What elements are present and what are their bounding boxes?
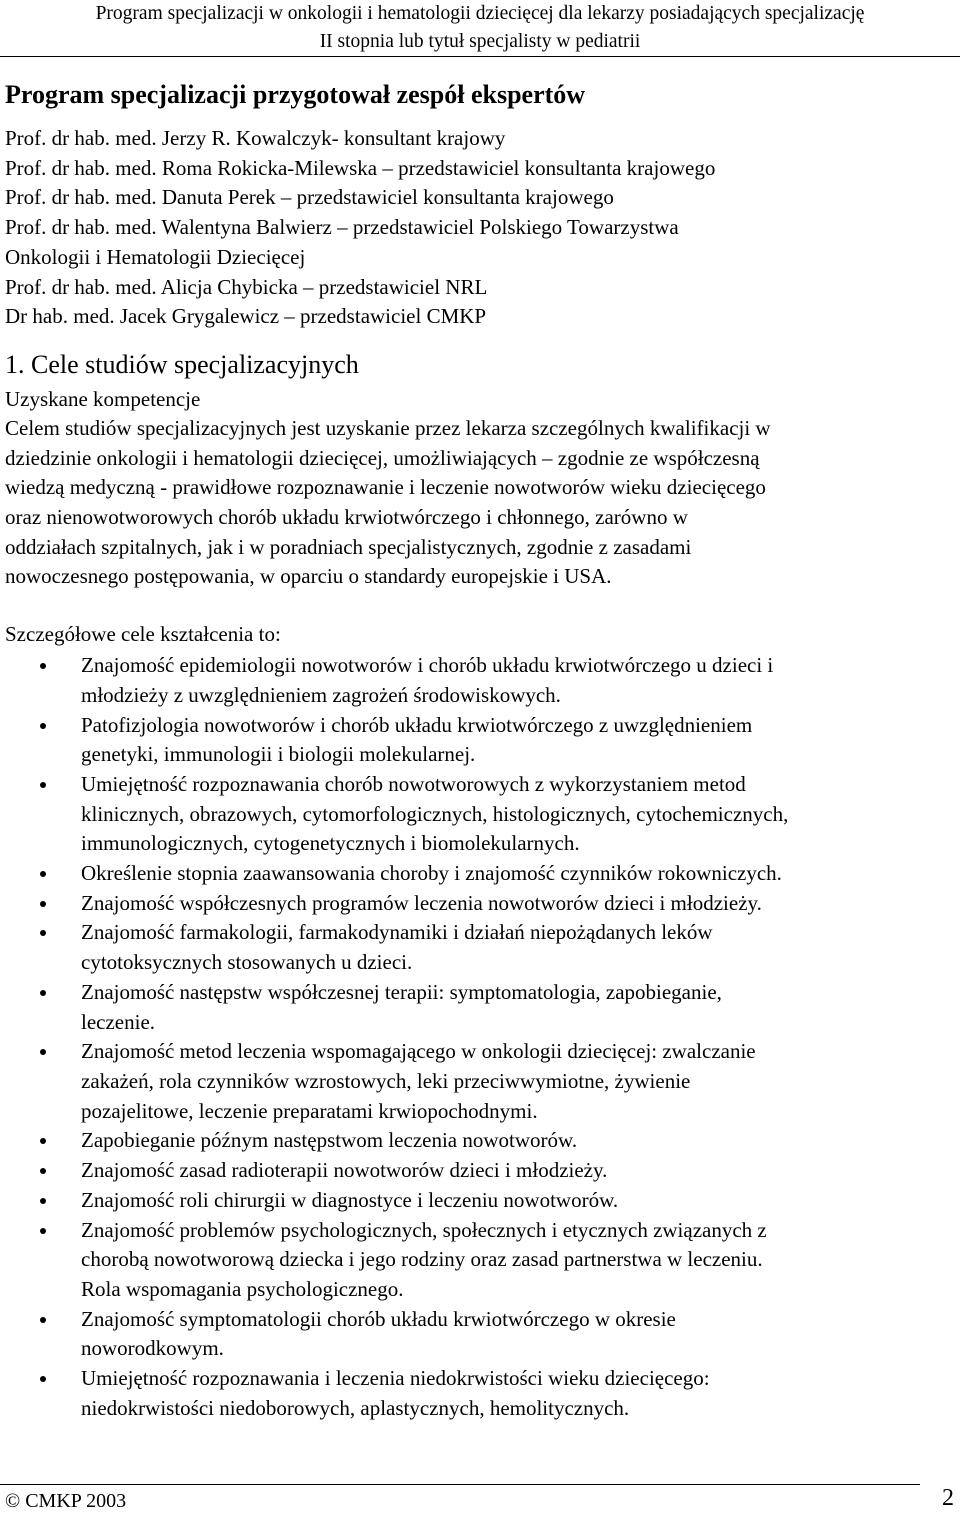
section-paragraph bbox=[5, 414, 955, 592]
section-subtitle: Uzyskane kompetencje bbox=[5, 386, 201, 411]
bullet-icon bbox=[40, 1138, 46, 1144]
goal-text-line: klinicznych, obrazowych, cytomorfologicznych, histologicznych, cytochemicznych, bbox=[81, 801, 789, 826]
bullet-icon bbox=[40, 1168, 46, 1174]
bullet-icon bbox=[40, 901, 46, 907]
page-header bbox=[0, 0, 960, 56]
goal-list-item bbox=[5, 651, 955, 710]
expert-line: Onkologii i Hematologii Dziecięcej bbox=[5, 244, 306, 269]
paragraph-line: dziedzinie onkologii i hematologii dziecięcej, umożliwiających – zgodnie ze współczesną bbox=[5, 445, 760, 470]
goal-text-line: zakażeń, rola czynników wzrostowych, leki przeciwwymiotne, żywienie bbox=[81, 1068, 691, 1093]
goal-list-item bbox=[5, 1364, 955, 1423]
goal-list-item bbox=[5, 1126, 955, 1156]
goal-text-line: genetyki, immunologii i biologii molekularnej. bbox=[81, 742, 476, 767]
goal-text-line: młodzieży z uwzględnieniem zagrożeń środowiskowych. bbox=[81, 682, 561, 707]
goal-text-line: Znajomość współczesnych programów leczenia nowotworów dzieci i młodzieży. bbox=[81, 890, 762, 915]
goals-list bbox=[5, 651, 955, 1423]
goal-text-line: chorobą nowotworową dziecka i jego rodziny oraz zasad partnerstwa w leczeniu. bbox=[81, 1247, 763, 1272]
goal-text-line: Znajomość epidemiologii nowotworów i chorób układu krwiotwórczego u dzieci i bbox=[81, 653, 774, 678]
footer-divider bbox=[0, 1484, 920, 1485]
header-line-1: Program specjalizacji w onkologii i hematologii dziecięcej dla lekarzy posiadających specjalizację bbox=[95, 3, 865, 24]
experts-list bbox=[5, 124, 955, 332]
bullet-icon bbox=[40, 930, 46, 936]
document-body bbox=[5, 78, 955, 1423]
goal-text-line: noworodkowym. bbox=[81, 1336, 224, 1361]
goal-list-item bbox=[5, 1037, 955, 1126]
paragraph-line: Celem studiów specjalizacyjnych jest uzyskanie przez lekarza szczególnych kwalifikacji w bbox=[5, 415, 771, 440]
bullet-icon bbox=[40, 1317, 46, 1323]
bullet-icon bbox=[40, 782, 46, 788]
expert-line: Prof. dr hab. med. Danuta Perek – przedstawiciel konsultanta krajowego bbox=[5, 185, 614, 210]
page-number: 2 bbox=[942, 1485, 954, 1511]
goal-list-item bbox=[5, 1305, 955, 1364]
expert-line: Prof. dr hab. med. Roma Rokicka-Milewska – przedstawiciel konsultanta krajowego bbox=[5, 155, 716, 180]
goal-list-item bbox=[5, 978, 955, 1037]
expert-line: Prof. dr hab. med. Walentyna Balwierz – przedstawiciel Polskiego Towarzystwa bbox=[5, 215, 679, 240]
goal-text-line: immunologicznych, cytogenetycznych i biomolekularnych. bbox=[81, 831, 580, 856]
paragraph-line: oraz nienowotworowych chorób układu krwiotwórczego i chłonnego, zarówno w bbox=[5, 505, 688, 530]
goals-heading: Szczegółowe cele kształcenia to: bbox=[5, 622, 281, 647]
goal-list-item bbox=[5, 1186, 955, 1216]
goal-text-line: Patofizjologia nowotworów i chorób układu krwiotwórczego z uwzględnieniem bbox=[81, 712, 753, 737]
goal-text-line: Znajomość roli chirurgii w diagnostyce i leczeniu nowotworów. bbox=[81, 1187, 619, 1212]
bullet-icon bbox=[40, 990, 46, 996]
goal-text-line: leczenie. bbox=[81, 1009, 156, 1034]
goal-list-item bbox=[5, 1216, 955, 1305]
goal-text-line: Znajomość problemów psychologicznych, społecznych i etycznych związanych z bbox=[81, 1217, 767, 1242]
footer-copyright: © CMKP 2003 bbox=[5, 1490, 127, 1512]
expert-line: Prof. dr hab. med. Alicja Chybicka – przedstawiciel NRL bbox=[5, 274, 488, 299]
goal-text-line: Znajomość następstw współczesnej terapii: symptomatologia, zapobieganie, bbox=[81, 979, 722, 1004]
paragraph-line: nowoczesnego postępowania, w oparciu o standardy europejskie i USA. bbox=[5, 564, 612, 589]
goal-text-line: Określenie stopnia zaawansowania choroby i znajomość czynników rokowniczych. bbox=[81, 861, 782, 886]
header-line-2: II stopnia lub tytuł specjalisty w pediatrii bbox=[319, 31, 641, 52]
experts-heading: Program specjalizacji przygotował zespół ekspertów bbox=[5, 80, 586, 109]
goal-text-line: pozajelitowe, leczenie preparatami krwiopochodnymi. bbox=[81, 1098, 538, 1123]
section-title: 1. Cele studiów specjalizacyjnych bbox=[5, 349, 359, 379]
goal-text-line: niedokrwistości niedoborowych, aplastycznych, hemolitycznych. bbox=[81, 1395, 630, 1420]
bullet-icon bbox=[40, 663, 46, 669]
bullet-icon bbox=[40, 1198, 46, 1204]
goal-text-line: Znajomość metod leczenia wspomagającego w onkologii dziecięcej: zwalczanie bbox=[81, 1039, 756, 1064]
header-divider bbox=[0, 56, 960, 57]
paragraph-line: wiedzą medyczną - prawidłowe rozpoznawanie i leczenie nowotworów wieku dziecięcego bbox=[5, 475, 766, 500]
paragraph-line: oddziałach szpitalnych, jak i w poradniach specjalistycznych, zgodnie z zasadami bbox=[5, 534, 692, 559]
goal-text-line: Zapobieganie późnym następstwom leczenia nowotworów. bbox=[81, 1128, 578, 1153]
goal-text-line: Znajomość farmakologii, farmakodynamiki i działań niepożądanych leków bbox=[81, 920, 713, 945]
goal-list-item bbox=[5, 1156, 955, 1186]
bullet-icon bbox=[40, 723, 46, 729]
goal-list-item bbox=[5, 918, 955, 977]
bullet-icon bbox=[40, 1376, 46, 1382]
goal-list-item bbox=[5, 770, 955, 859]
goal-list-item bbox=[5, 711, 955, 770]
bullet-icon bbox=[40, 871, 46, 877]
goal-text-line: Umiejętność rozpoznawania chorób nowotworowych z wykorzystaniem metod bbox=[81, 771, 746, 796]
goal-text-line: Znajomość symptomatologii chorób układu krwiotwórczego w okresie bbox=[81, 1306, 676, 1331]
goal-text-line: cytotoksycznych stosowanych u dzieci. bbox=[81, 950, 413, 975]
goal-text-line: Znajomość zasad radioterapii nowotworów dzieci i młodzieży. bbox=[81, 1158, 608, 1183]
goal-list-item bbox=[5, 889, 955, 919]
goal-text-line: Umiejętność rozpoznawania i leczenia niedokrwistości wieku dziecięcego: bbox=[81, 1366, 710, 1391]
expert-line: Prof. dr hab. med. Jerzy R. Kowalczyk- konsultant krajowy bbox=[5, 126, 506, 150]
bullet-icon bbox=[40, 1228, 46, 1234]
goal-list-item bbox=[5, 859, 955, 889]
expert-line: Dr hab. med. Jacek Grygalewicz – przedstawiciel CMKP bbox=[5, 304, 487, 329]
bullet-icon bbox=[40, 1049, 46, 1055]
goal-text-line: Rola wspomagania psychologicznego. bbox=[81, 1276, 404, 1301]
